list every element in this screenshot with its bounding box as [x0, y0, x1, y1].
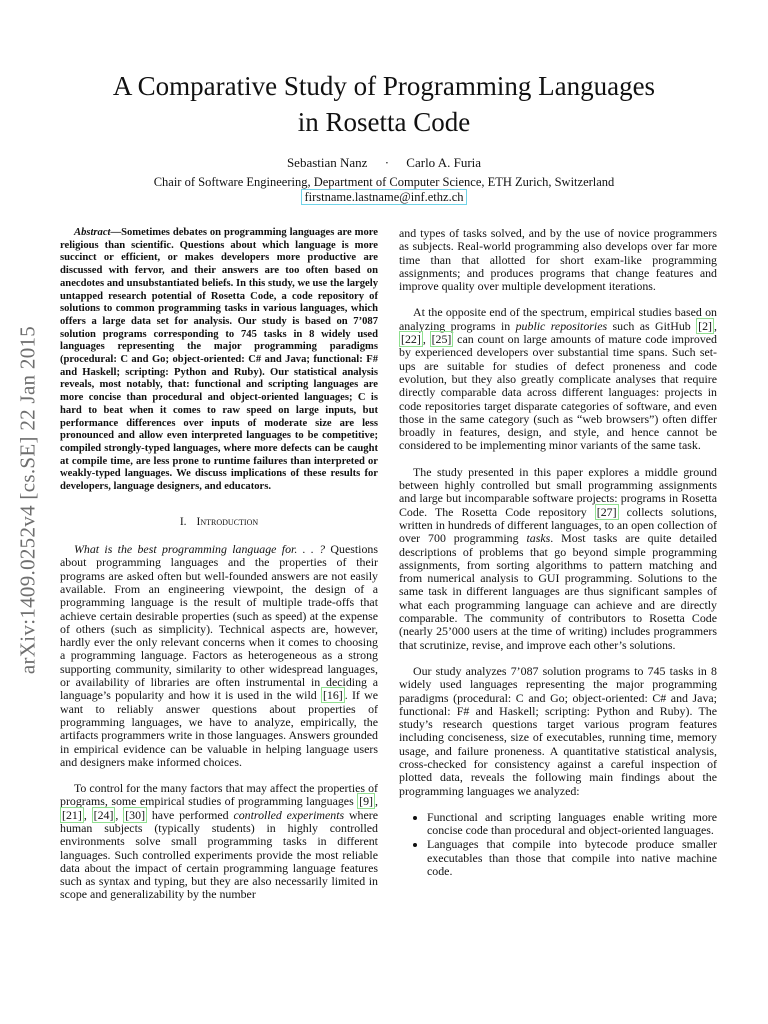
findings-list — [399, 811, 717, 878]
author-2: Carlo A. Furia — [406, 155, 482, 170]
section-title: Introduction — [196, 515, 259, 528]
citation-link[interactable]: [27] — [596, 504, 617, 519]
right-paragraph-1: and types of tasks solved, and by the use of novice programmers as subjects. Real-world programming also develops over far more time than that allotted for short exam-like programming assignments; and produces programs that change features and improve quality over multiple development iterations. — [399, 226, 717, 294]
citation-link[interactable]: [21] — [62, 807, 82, 822]
body-text: At the opposite end of the spectrum, empirical studies based on analyzing programs in — [399, 305, 717, 333]
title-line-2: in Rosetta Code — [297, 107, 471, 137]
intro-text: . If we want to reliably answer questions about properties of programming languages, we have to analyze, empirically, the artifacts programmers write in those languages. Answers grounded in empirical evidence can be valuable in helping language users and designers make informed choices. — [60, 688, 378, 769]
author-list — [0, 155, 768, 171]
intro-text: have performed — [147, 807, 234, 822]
emphasis-text: tasks — [526, 531, 551, 546]
author-1: Sebastian Nanz — [286, 155, 368, 170]
right-paragraph-3 — [399, 466, 717, 652]
citation-link[interactable]: [2] — [698, 318, 712, 333]
right-paragraph-4: Our study analyzes 7’087 solution programs to 745 tasks in 8 widely used languages representing the major programming paradigms (procedural: C and Go; object-oriented: C# and Java; functional: F# and Haskell; scripting: Python and Ruby). The study’s research questions target various program features including conciseness, size of executables, running time, memory usage, and failure proneness. A quantitative statistical analysis, cross-checked for consistency against a careful inspection of plotted data, reveals the following main findings about the programming languages we analyzed: — [399, 663, 717, 798]
intro-paragraph-1 — [60, 543, 378, 769]
right-column — [399, 227, 717, 879]
intro-text: To control for the many factors that may affect the properties of programs, some empirical studies of programming languages — [60, 781, 378, 809]
intro-paragraph-2: To control for the many factors that may affect the properties of programs, some empirical studies of programming languages [9] , [21] , [24] , [30] have performed controlled experiments where human subjects (typically students) in highly controlled environments solve small programming tasks in different languages. Such controlled experiments provide the most reliable data about the impact of certain programming language features such as syntax and typing, but they are also necessarily limited in scope and generalizability by the number — [60, 781, 378, 902]
citation-link[interactable]: [22] — [401, 332, 421, 347]
abstract-label: Abstract — [74, 227, 111, 238]
emphasis-text: public repositories — [515, 318, 608, 333]
email-row — [0, 190, 768, 205]
body-text: can count on large amounts of mature code improved by experienced developers over substantial time spans. Such set-ups are suitable for studies of defect proneness and code evolution, but they also greatly complicate analyses that require directly comparable data across different languages: projects in code repositories target disparate categories of software, and even those in the same category (such as “web browsers”) often differ broadly in features, design, and style, and hence cannot be considered to be implementing minor variants of the same task. — [399, 332, 718, 453]
email-link[interactable]: firstname.lastname@inf.ethz.ch — [301, 189, 466, 205]
section-number: I. — [179, 515, 187, 528]
left-column — [60, 227, 378, 915]
citation-link[interactable]: [24] — [93, 807, 114, 822]
arxiv-stamp — [8, 285, 48, 715]
title-line-1: A Comparative Study of Programming Languages — [112, 71, 656, 101]
citation-link[interactable]: [16] — [322, 688, 343, 703]
intro-question: What is the best programming language for. . . ? — [74, 542, 326, 557]
right-paragraph-2: At the opposite end of the spectrum, empirical studies based on analyzing programs in public repositories such as GitHub [2] , [22] , [25] can count on large amounts of mature code improved by experienced developers over substantial time spans. Such set-ups are suitable for studies of defect proneness and code evolution, but they also greatly complicate analyses that require directly comparable data across different languages: projects in code repositories target disparate categories of software, and even those in the same category (such as “web browsers”) often differ broadly in features, design, and style, and hence cannot be considered to be implementing minor variants of the same task. — [399, 305, 718, 453]
abstract — [60, 227, 378, 494]
intro-text: where human subjects (typically students) in highly controlled environments solve small programming tasks in different languages. Such controlled experiments provide the most reliable data about the impact of certain programming language features such as syntax and typing, but they are also necessarily limited in scope and generalizability by the number — [60, 807, 378, 902]
citation-link[interactable]: [30] — [125, 807, 146, 822]
body-text: The study presented in this paper explores a middle ground between highly controlled but small programming assignments and large but incomparable software projects: programs in Rosetta Code. The Rosetta Code repository — [399, 464, 717, 519]
intro-text: Questions about programming languages and the properties of their programs are asked often but well-founded answers are not easily available. From an engineering viewpoint, the design of a programming language is the result of multiple trade-offs that achieve certain desirable properties (such as speed) at the expense of others (such as simplicity). Technical aspects are, however, hardly ever the only relevant concerns when it comes to choosing a programming language. Factors as heterogeneous as a strong supporting community, similarity to other widespread languages, or availability of libraries are often instrumental in deciding a language’s popularity and how it is used in the wild — [60, 542, 378, 703]
affiliation: Chair of Software Engineering, Department of Computer Science, ETH Zurich, Switzerland — [153, 175, 615, 189]
body-text: . Most tasks are quite detailed descriptions of problems that go beyond simple programming assignments, from sorting algorithms to pattern matching and from numerical analysis to GUI programming. Solutions to the same task in different languages are thus significant samples of what each programming language can achieve and are directly comparable. The community of contributors to Rosetta Code (nearly 25’000 users at the time of writing) includes programmers that scrutinize, revise, and improve each other’s solutions. — [399, 531, 718, 652]
section-heading-introduction — [60, 516, 378, 529]
emphasis-text: controlled experiments — [233, 807, 345, 822]
paper-title — [0, 68, 768, 140]
abstract-text: —Sometimes debates on programming languages are more religious than scientific. Questions about which language is more succinct or efficient, or makes developers more productive are discussed with fervor, and their answers are too often based on anecdotes and unsubstantiated beliefs. In this study, we use the largely untapped research potential of Rosetta Code, a code repository of solutions to common programming tasks in various languages, which offers a large data set for analysis. Our study is based on 7’087 solution programs corresponding to 745 tasks in 8 widely used languages representing the major programming paradigms (procedural: C and Go; object-oriented: C# and Java; functional: F# and Haskell; scripting: Python and Ruby). Our statistical analysis reveals, most notably, that: functional and scripting languages are more concise than procedural and object-oriented languages; C is hard to beat when it comes to raw speed on large inputs, but performance differences over inputs of moderate size are less pronounced and allow even interpreted languages to be competitive; compiled strongly-typed languages, where more defects can be caught at compile time, are less prone to runtime failures than interpreted or weakly-typed languages. We discuss implications of these results for developers, language designers, and educators. — [60, 227, 378, 493]
list-item: • Functional and scripting languages enable writing more concise code than procedural and object-oriented languages. — [427, 811, 717, 838]
list-item: • Languages that compile into bytecode produce smaller executables than those that compile into native machine code. — [427, 838, 717, 878]
author-separator: · — [384, 155, 390, 170]
citation-link[interactable]: [25] — [431, 332, 452, 347]
citation-link[interactable]: [9] — [359, 794, 374, 809]
body-text: collects solutions, written in hundreds of different languages, to an open collection of over 700 programming — [399, 504, 717, 546]
arxiv-stamp-text: arXiv:1409.0252v4 [cs.SE] 22 Jan 2015 — [15, 325, 40, 675]
body-text: such as GitHub — [607, 318, 697, 333]
